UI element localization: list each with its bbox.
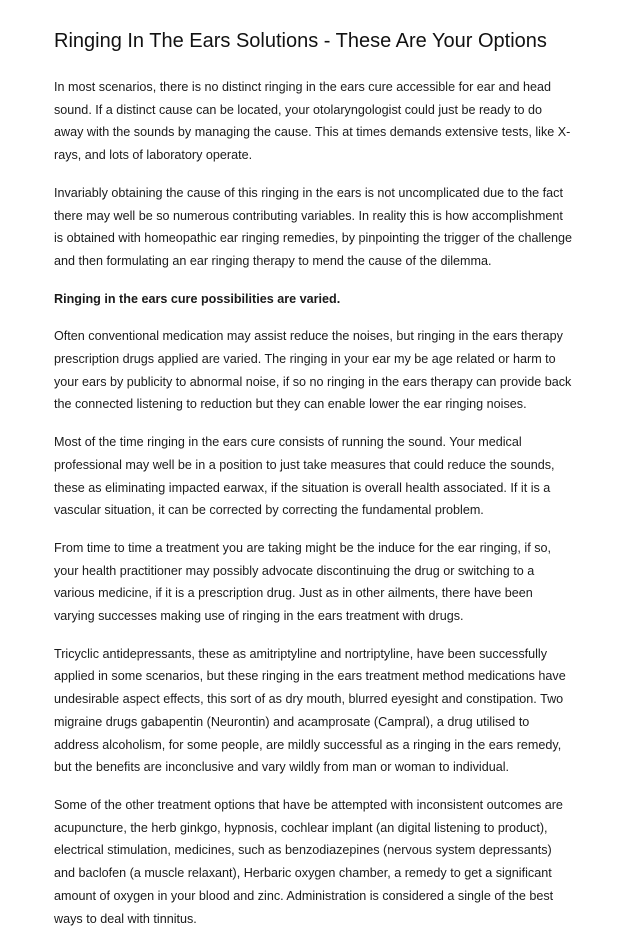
text-line: the connected listening to reduction but they can enable lower the ear ringing noises. [54, 397, 527, 412]
paragraph [54, 431, 588, 522]
text-line: acupuncture, the herb ginkgo, hypnosis, cochlear implant (an digital listening to product), [54, 820, 548, 835]
text-line: is obtained with homeopathic ear ringing remedies, by pinpointing the trigger of the challenge [54, 231, 573, 246]
text-line: applied in some scenarios, but these ringing in the ears treatment method medications have [54, 669, 566, 684]
text-line: amount of oxygen in your blood and zinc. Administration is considered a single of the best [54, 888, 554, 903]
paragraph [54, 182, 588, 273]
paragraph [54, 794, 588, 930]
text-line: In most scenarios, there is no distinct ringing in the ears cure accessible for ear and head [54, 80, 552, 94]
text-line: address alcoholism, for some people, are mildly successful as a ringing in the ears remedy, [54, 737, 562, 752]
text-line: away with the sounds by managing the cause. This at times demands extensive tests, like X- [54, 125, 571, 140]
text-line: but the benefits are inconclusive and vary wildly from man or woman to individual. [54, 760, 509, 775]
section-heading [54, 288, 588, 311]
paragraph [54, 325, 588, 416]
text-line: migraine drugs gabapentin (Neurontin) and acamprosate (Campral), a drug utilised to [54, 714, 530, 729]
text-line: Invariably obtaining the cause of this ringing in the ears is not uncomplicated due to the fact [54, 185, 563, 200]
text-line: Some of the other treatment options that have be attempted with inconsistent outcomes are [54, 797, 563, 812]
paragraph [54, 537, 588, 628]
text-line: your ears by publicity to abnormal noise, if so no ringing in the ears therapy can provide back [54, 374, 572, 389]
document-page [54, 28, 588, 945]
text-line: sound. If a distinct cause can be located, your otolaryngologist could just be ready to do [54, 102, 542, 117]
page-title: Ringing In The Ears Solutions - These Are Your Options [54, 30, 547, 52]
text-line: and then formulating an ear ringing therapy to mend the cause of the dilemma. [54, 253, 492, 268]
text-line: varying successes making use of ringing in the ears treatment with drugs. [54, 609, 464, 624]
paragraph [54, 643, 588, 779]
text-line: vascular situation, it can be corrected by correcting the fundamental problem. [54, 503, 484, 518]
text-line: there may well be so numerous contributing variables. In reality this is how accomplishment [54, 208, 563, 223]
text-line: Often conventional medication may assist reduce the noises, but ringing in the ears therapy [54, 329, 563, 344]
paragraph [54, 76, 588, 167]
text-line: rays, and lots of laboratory operate. [54, 148, 253, 163]
text-line: prescription drugs applied are varied. The ringing in your ear my be age related or harm to [54, 352, 556, 367]
text-line: various medicine, if it is a prescription drug. Just as in other ailments, there have been [54, 586, 533, 601]
text-line: From time to time a treatment you are taking might be the induce for the ear ringing, if so, [54, 540, 551, 555]
text-line: these as eliminating impacted earwax, if the situation is overall health associated. If it is a [54, 480, 551, 495]
text-line: ways to deal with tinnitus. [54, 911, 197, 926]
text-line: electrical stimulation, medicines, such as benzodiazepines (nervous system depressants) [54, 843, 552, 858]
document-body [54, 76, 588, 930]
text-line: Ringing in the ears cure possibilities are varied. [54, 291, 341, 306]
text-line: Tricyclic antidepressants, these as amitriptyline and nortriptyline, have been successfully [54, 646, 548, 661]
text-line: Most of the time ringing in the ears cure consists of running the sound. Your medical [54, 435, 522, 450]
text-line: and baclofen (a muscle relaxant), Herbaric oxygen chamber, a remedy to get a significant [54, 866, 552, 881]
text-line: professional may well be in a position to just take measures that could reduce the sounds, [54, 457, 555, 472]
text-line: your health practitioner may possibly advocate discontinuing the drug or switching to a [54, 563, 535, 578]
text-line: undesirable aspect effects, this sort of as dry mouth, blurred eyesight and constipation. Two [54, 692, 564, 707]
